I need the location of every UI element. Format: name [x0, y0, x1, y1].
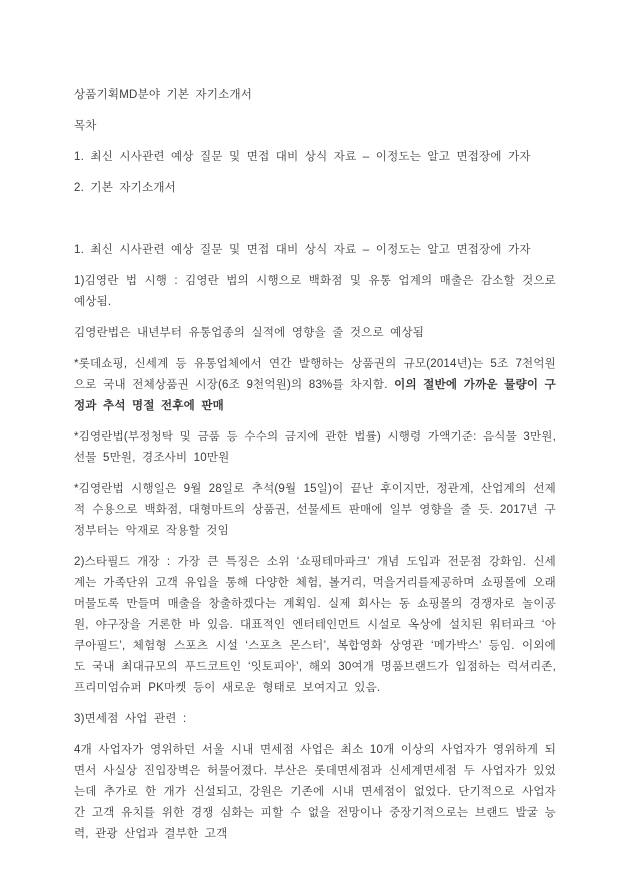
- paragraph: [74, 271, 556, 313]
- text-run: 2)스타필드 개장 : 가장 큰 특징은 소위 ‘쇼핑테마파크’ 개념 도입과 전문점 강화임. 신세계는 가족단위 고객 유입을 통해 다양한 체험, 볼거리, 먹을거리를제공하며 쇼핑몰에 오래 머물도록 만들며 매출을 창출하겠다는 계획임. 실제 회사는 동 쇼핑몰의 경쟁자로 놀이공원, 야구장을 거론한 바 있음. 대표적인 엔터테인먼트 시설로 옥상에 설치된 워터파크 ‘아쿠아필드’, 체험형 스포츠 시설 ‘스포츠 몬스터’, 복합영화 상영관 ‘메가박스’ 등임. 이외에도 국내 최대규모의 푸드코트인 ‘잇토피아’, 해외 30여개 명품브랜드가 입점하는 럭셔리존, 프리미엄슈퍼 PK마켓 등이 새로운 형태로 보여지고 있음.: [74, 556, 556, 694]
- text-run: 1. 최신 시사관련 예상 질문 및 면접 대비 상식 자료 – 이정도는 알고 면접장에 가자: [74, 244, 531, 256]
- paragraph: [74, 116, 556, 137]
- paragraph: [74, 240, 556, 261]
- paragraph: [74, 323, 556, 344]
- paragraph: [74, 427, 556, 469]
- text-run: 1. 최신 시사관련 예상 질문 및 면접 대비 상식 자료 – 이정도는 알고 면접장에 가자: [74, 151, 531, 163]
- text-run: *김영란법 시행일은 9월 28일로 추석(9월 15일)이 끝난 후이지만, 정관계, 산업계의 선제적 수용으로 백화점, 대형마트의 상품권, 선물세트 판매에 일부 영향을 줄 듯. 2017년 구정부터는 악재로 작용할 것임: [74, 483, 556, 537]
- paragraph: [74, 479, 556, 542]
- blank-line: [74, 209, 556, 230]
- text-run: *롯데쇼핑, 신세계 등 유통업체에서 연간 발행하는 상품권의 규모(2014년)는 5조 7천억원으로 국내 전체상품권 시장(6조 9천억원)의 83%를 차지함.: [74, 358, 556, 391]
- paragraph: [74, 147, 556, 168]
- paragraph: [74, 740, 556, 845]
- bold-text-run: 이의 절반에 가까운 물량이 구정과 추석 명절 전후에 판매: [74, 379, 556, 412]
- document-body: [74, 85, 556, 845]
- text-run: 상품기획MD분야 기본 자기소개서: [74, 89, 253, 101]
- paragraph: [74, 178, 556, 199]
- paragraph: [74, 552, 556, 699]
- text-run: 김영란법은 내년부터 유통업종의 실적에 영향을 줄 것으로 예상됨: [74, 327, 425, 339]
- text-run: *김영란법(부정청탁 및 금품 등 수수의 금지에 관한 법률) 시행령 가액기준: 음식물 3만원, 선물 5만원, 경조사비 10만원: [74, 431, 556, 464]
- text-run: 2. 기본 자기소개서: [74, 182, 176, 194]
- text-run: 3)면세점 사업 관련 :: [74, 713, 187, 725]
- paragraph: [74, 354, 556, 417]
- paragraph: [74, 709, 556, 730]
- paragraph: [74, 85, 556, 106]
- text-run: 1)김영란 법 시행 : 김영란 법의 시행으로 백화점 및 유통 업계의 매출은 감소할 것으로 예상됨.: [74, 275, 556, 308]
- text-run: 목차: [74, 120, 97, 132]
- text-run: 4개 사업자가 영위하던 서울 시내 면세점 사업은 최소 10개 이상의 사업자가 영위하게 되면서 사실상 진입장벽은 허물어졌다. 부산은 롯데면세점과 신세계면세점 두 사업자가 있었는데 추가로 한 개가 신설되고, 강원은 기존에 시내 면세점이 없었다. 단기적으로 사업자간 고객 유치를 위한 경쟁 심화는 피할 수 없을 전망이나 중장기적으로는 브랜드 발굴 능력, 관광 산업과 결부한 고객: [74, 744, 556, 840]
